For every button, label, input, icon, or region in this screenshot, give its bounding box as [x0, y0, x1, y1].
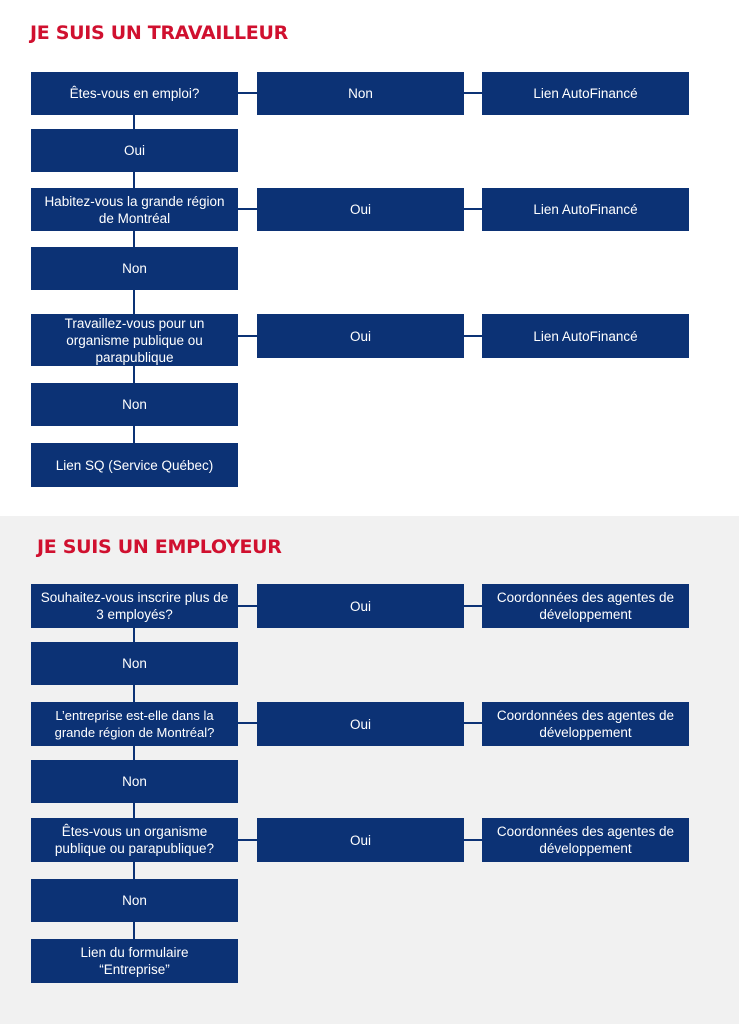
box-label: Coordonnées des agentes de développement	[496, 590, 675, 622]
box-label: Habitez-vous la grande région de Montréal	[44, 193, 225, 226]
box-label: Oui	[349, 202, 371, 217]
connector	[464, 722, 482, 724]
connector	[238, 208, 257, 210]
worker-step-oui[interactable]	[31, 129, 238, 172]
box-label: Lien SQ (Service Québec)	[55, 457, 214, 473]
worker-result-autofinance-link[interactable]	[482, 72, 689, 115]
worker-answer-oui[interactable]	[257, 314, 464, 358]
box-label: Travaillez-vous pour un organisme publique ou parapublique	[64, 315, 205, 365]
employer-answer-oui[interactable]	[257, 702, 464, 746]
connector	[464, 208, 482, 210]
connector	[238, 605, 257, 607]
box-label: Coordonnées des agentes de développement	[496, 824, 675, 856]
worker-question-public-org[interactable]	[31, 314, 238, 366]
box-label: Oui	[349, 832, 371, 848]
employer-answer-oui[interactable]	[257, 584, 464, 628]
worker-result-autofinance-link[interactable]	[482, 314, 689, 358]
box-label: Non	[122, 774, 147, 789]
employer-step-non[interactable]	[31, 642, 238, 685]
employer-final-form-link[interactable]	[31, 939, 238, 983]
box-label: Lien du formulaire “Entreprise”	[80, 945, 189, 977]
worker-question-montreal[interactable]	[31, 188, 238, 231]
worker-step-non[interactable]	[31, 247, 238, 290]
worker-answer-oui[interactable]	[257, 188, 464, 231]
box-label: Non	[122, 397, 147, 412]
worker-result-autofinance-link[interactable]	[482, 188, 689, 231]
employer-step-non[interactable]	[31, 760, 238, 803]
connector	[464, 92, 482, 94]
worker-step-non[interactable]	[31, 383, 238, 426]
box-label: Êtes-vous un organisme publique ou parapublique?	[54, 824, 215, 856]
employer-question-public-org[interactable]	[31, 818, 238, 862]
employer-result-agents-contact[interactable]	[482, 702, 689, 746]
box-label: Êtes-vous en emploi?	[69, 86, 200, 101]
employer-result-agents-contact[interactable]	[482, 584, 689, 628]
employer-step-non[interactable]	[31, 879, 238, 922]
box-label: Non	[122, 656, 147, 671]
box-label: Oui	[123, 143, 145, 158]
box-label: Souhaitez-vous inscrire plus de 3 employés?	[40, 590, 229, 622]
employer-result-agents-contact[interactable]	[482, 818, 689, 862]
box-label: Lien AutoFinancé	[533, 86, 638, 101]
box-label: Oui	[349, 716, 371, 732]
worker-answer-non[interactable]	[257, 72, 464, 115]
employer-answer-oui[interactable]	[257, 818, 464, 862]
connector	[464, 335, 482, 337]
connector	[238, 92, 257, 94]
connector	[238, 839, 257, 841]
connector	[238, 335, 257, 337]
worker-title: JE SUIS UN TRAVAILLEUR	[30, 22, 288, 44]
employer-section	[0, 516, 739, 1024]
employer-question-employees[interactable]	[31, 584, 238, 628]
employer-title: JE SUIS UN EMPLOYEUR	[37, 536, 282, 558]
connector	[464, 839, 482, 841]
box-label: L’entreprise est-elle dans la grande région de Montréal?	[54, 708, 215, 740]
box-label: Lien AutoFinancé	[533, 328, 638, 344]
worker-question-employment[interactable]	[31, 72, 238, 115]
box-label: Lien AutoFinancé	[533, 202, 638, 217]
box-label: Non	[348, 86, 373, 101]
box-label: Non	[122, 893, 147, 908]
box-label: Oui	[349, 328, 371, 344]
worker-final-sq-link[interactable]	[31, 443, 238, 487]
box-label: Coordonnées des agentes de développement	[496, 708, 675, 740]
connector	[238, 722, 257, 724]
employer-question-montreal[interactable]	[31, 702, 238, 746]
box-label: Non	[122, 261, 147, 276]
box-label: Oui	[349, 598, 371, 614]
connector	[464, 605, 482, 607]
